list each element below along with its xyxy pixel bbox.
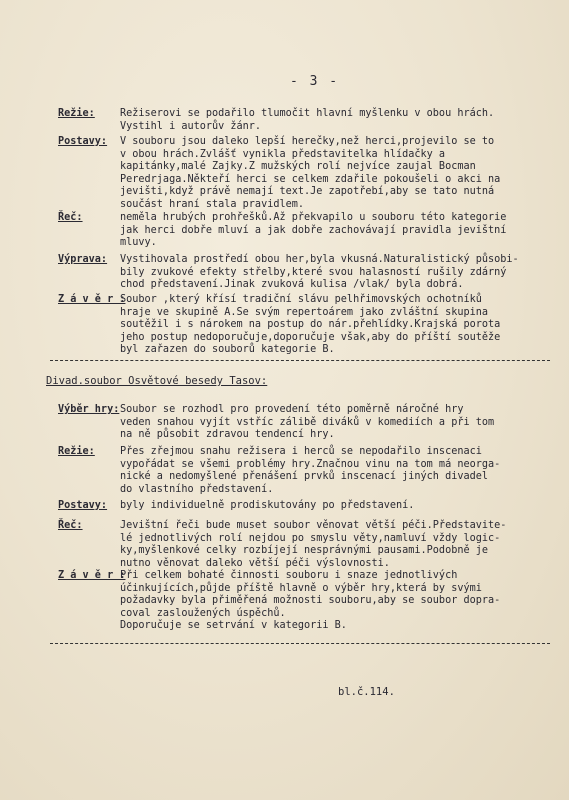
separator-line	[50, 643, 550, 644]
text-line: Přes zřejmou snahu režisera i herců se nepodařilo inscenaci	[120, 446, 482, 457]
label-rec-1: Řeč:	[58, 212, 83, 223]
separator-line	[50, 360, 550, 361]
text-line: hraje ve skupině A.Se svým repertoárem jako zvláštní skupina	[120, 306, 489, 318]
section-zaver-1	[58, 294, 558, 357]
text-line: veden snahou vyjít vstříc zálibě diváků v komediích a při tom	[120, 416, 495, 428]
page-number: - 3 -	[290, 74, 340, 89]
label-postavy-2: Postavy:	[58, 500, 108, 511]
text-line: soutěžil i s nárokem na postup do nár.přehlídky.Krajská porota	[120, 319, 501, 331]
section-vyprava-1	[58, 254, 558, 292]
text-line: nutno věnovat daleko větší péči výslovnosti.	[120, 557, 390, 569]
label-zaver-1: Z á v ě r :	[58, 294, 126, 305]
label-rec-2: Řeč:	[58, 520, 83, 531]
label-zaver-2: Z á v ě r :	[58, 570, 126, 581]
label-rezie-2: Režie:	[58, 446, 95, 457]
text-line: V souboru jsou daleko lepší herečky,než herci,projevilo se to	[120, 136, 495, 147]
section-rezie-2	[58, 446, 558, 496]
text-line: jeho postup nedoporučuje,doporučuje však,aby do příští soutěže	[120, 331, 501, 343]
section-zaver-2	[58, 570, 558, 633]
text-line: Jevištní řeči bude muset soubor věnovat větší péči.Představite-	[120, 520, 507, 531]
section-postavy-2	[58, 500, 558, 513]
label-postavy-1: Postavy:	[58, 136, 108, 147]
text-line: neměla hrubých prohřešků.Až překvapilo u souboru této kategorie	[120, 212, 507, 223]
text-line: Vystihl i autorův žánr.	[120, 120, 262, 132]
text-line: Soubor se rozhodl pro provedení této poměrně náročné hry	[120, 404, 464, 415]
text-line: kapitánky,malé Zajky.Z mužských rolí nejvíce zaujal Bocman	[120, 161, 476, 173]
text-line: jevišti,když právě nemají text.Je zapotřebí,aby se tato nutná	[120, 186, 495, 198]
text-line: na ně působit zdravou tendencí hry.	[120, 429, 335, 441]
text-line: Peredrjaga.Někteří herci se celkem zdařile pokoušeli o akci na	[120, 173, 501, 185]
text-line: Doporučuje se setrvání v kategorii B.	[120, 620, 347, 632]
text-line: bily zvukové efekty střelby,které svou halasností rušily zdárný	[120, 266, 507, 278]
text-line: Při celkem bohaté činnosti souboru i snaze jednotlivých	[120, 570, 458, 581]
text-line: nické a nedomyšlené přenášení prvků inscenací jiných divadel	[120, 471, 489, 483]
text-line: ky,myšlenkové celky rozbíjejí nesprávnými pausami.Podobně je	[120, 545, 489, 557]
text-line: Vystihovala prostředí obou her,byla vkusná.Naturalistický působi-	[120, 254, 519, 265]
text-line: součást hraní stala pravidlem.	[120, 198, 305, 210]
section-rezie-1	[58, 108, 558, 133]
section-postavy-1	[58, 136, 558, 212]
text-line: vypořádat se všemi problémy hry.Značnou vinu na tom má neorga-	[120, 458, 501, 470]
label-vyprava-1: Výprava:	[58, 254, 108, 265]
label-rezie-1: Režie:	[58, 108, 95, 119]
text-line: požadavky byla přiměřená možnosti souboru,aby se soubor dopra-	[120, 595, 501, 607]
text-line: v obou hrách.Zvlášť vynikla představitelka hlídačky a	[120, 148, 446, 160]
text-line: mluvy.	[120, 237, 157, 249]
text-line: chod představení.Jinak zvuková kulisa /vlak/ byla dobrá.	[120, 279, 464, 291]
section-rec-2	[58, 520, 558, 570]
text-line: Soubor ,který křísí tradiční slávu pelhřimovských ochotníků	[120, 294, 482, 305]
label-vyber-2: Výběr hry:	[58, 404, 120, 415]
section-heading: Divad.soubor Osvětové besedy Tasov:	[46, 375, 268, 387]
text-line: coval zasloužených úspěchů.	[120, 607, 286, 619]
text-line: lé jednotlivých rolí nejdou po smyslu věty,namluví vždy logic-	[120, 532, 501, 544]
footer-reference: bl.č.114.	[338, 686, 395, 698]
text-line: účinkujících,půjde příště hlavně o výběr hry,která by svými	[120, 582, 482, 594]
text-line: do vlastního představení.	[120, 483, 274, 495]
text-line: Režiserovi se podařilo tlumočit hlavní myšlenku v obou hrách.	[120, 108, 495, 119]
text-line: byly individuelně prodiskutovány po představení.	[120, 500, 415, 511]
section-vyber-2	[58, 404, 558, 442]
section-rec-1	[58, 212, 558, 250]
text-line: byl zařazen do souborů kategorie B.	[120, 344, 335, 356]
text-line: jak herci dobře mluví a jak dobře zachovávají pravidla jevištní	[120, 224, 507, 236]
